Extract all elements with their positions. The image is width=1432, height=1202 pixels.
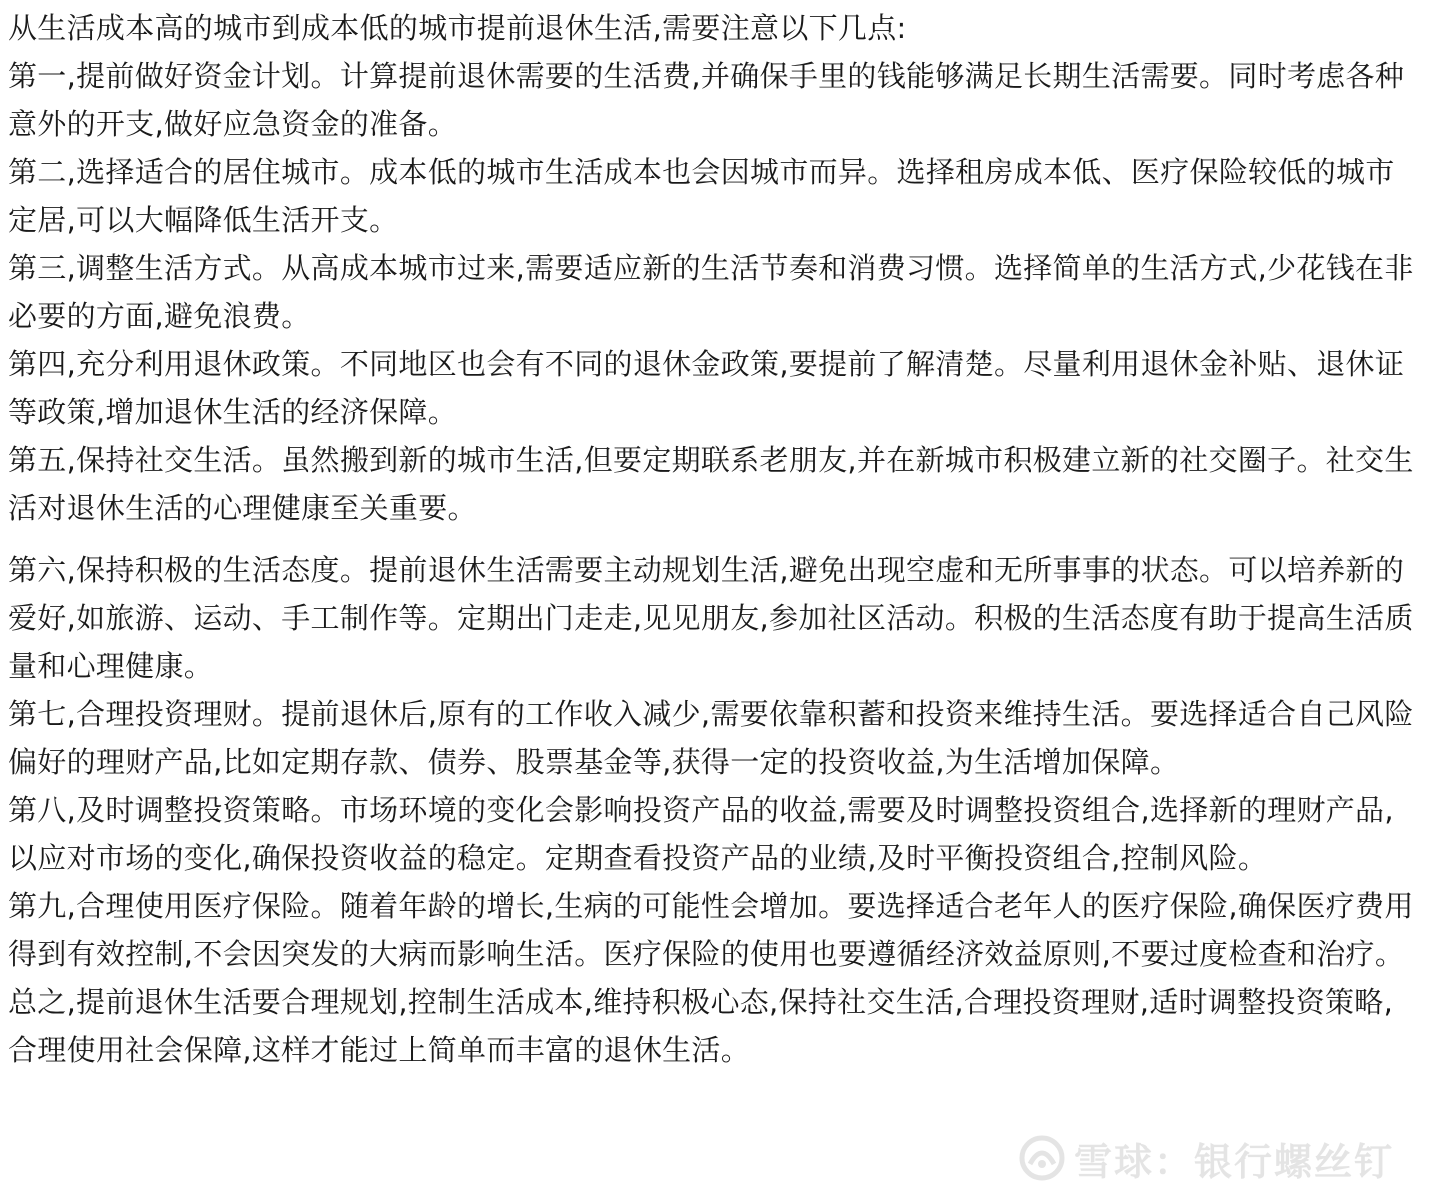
paragraph-4: 第四,充分利用退休政策。不同地区也会有不同的退休金政策,要提前了解清楚。尽量利用退休金补贴、退休证等政策,增加退休生活的经济保障。 [8, 347, 1405, 429]
paragraph-7: 第七,合理投资理财。提前退休后,原有的工作收入减少,需要依靠积蓄和投资来维持生活。要选择适合自己风险偏好的理财产品,比如定期存款、债券、股票基金等,获得一定的投资收益,为生活增加保障。 [8, 697, 1414, 779]
paragraph-2: 第二,选择适合的居住城市。成本低的城市生活成本也会因城市而异。选择租房成本低、医疗保险较低的城市定居,可以大幅降低生活开支。 [8, 155, 1395, 237]
paragraph-9: 第九,合理使用医疗保险。随着年龄的增长,生病的可能性会增加。要选择适合老年人的医疗保险,确保医疗费用得到有效控制,不会因突发的大病而影响生活。医疗保险的使用也要遵循经济效益原则,不要过度检查和治疗。 [8, 889, 1414, 971]
watermark-text: 雪球：银行螺丝钉 [1073, 1139, 1394, 1184]
paragraph-3: 第三,调整生活方式。从高成本城市过来,需要适应新的生活节奏和消费习惯。选择简单的生活方式,少花钱在非必要的方面,避免浪费。 [8, 251, 1414, 333]
paragraph-8: 第八,及时调整投资策略。市场环境的变化会影响投资产品的收益,需要及时调整投资组合,选择新的理财产品,以应对市场的变化,确保投资收益的稳定。定期查看投资产品的业绩,及时平衡投资组合,控制风险。 [8, 793, 1394, 875]
paragraph-6: 第六,保持积极的生活态度。提前退休生活需要主动规划生活,避免出现空虚和无所事事的状态。可以培养新的爱好,如旅游、运动、手工制作等。定期出门走走,见见朋友,参加社区活动。积极的生活态度有助于提高生活质量和心理健康。 [8, 553, 1414, 683]
article-body [8, 4, 1418, 1074]
watermark [1018, 1128, 1394, 1188]
summary-paragraph: 总之,提前退休生活要合理规划,控制生活成本,维持积极心态,保持社交生活,合理投资理财,适时调整投资策略,合理使用社会保障,这样才能过上简单而丰富的退休生活。 [8, 985, 1394, 1067]
paragraph-1: 第一,提前做好资金计划。计算提前退休需要的生活费,并确保手里的钱能够满足长期生活需要。同时考虑各种意外的开支,做好应急资金的准备。 [8, 59, 1405, 141]
paragraph-5: 第五,保持社交生活。虽然搬到新的城市生活,但要定期联系老朋友,并在新城市积极建立新的社交圈子。社交生活对退休生活的心理健康至关重要。 [8, 443, 1414, 525]
intro-paragraph: 从生活成本高的城市到成本低的城市提前退休生活,需要注意以下几点: [8, 11, 907, 45]
snowball-logo-icon [1018, 1134, 1066, 1182]
